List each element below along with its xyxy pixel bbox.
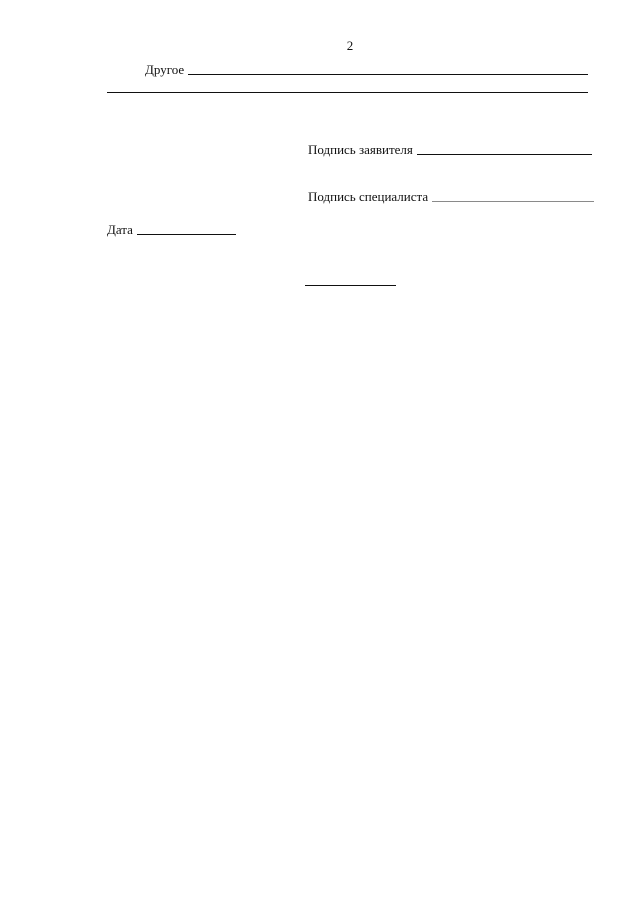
applicant-signature-line <box>417 154 592 155</box>
date-label: Дата <box>107 222 133 237</box>
other-continuation-line <box>107 92 588 93</box>
date-line <box>137 234 236 235</box>
specialist-signature-field <box>308 189 594 205</box>
applicant-signature-label: Подпись заявителя <box>308 142 413 157</box>
specialist-signature-line <box>432 201 594 202</box>
document-end-line <box>305 285 396 286</box>
other-label: Другое <box>145 62 185 77</box>
page-number: 2 <box>346 38 354 53</box>
other-field <box>145 62 588 78</box>
date-field <box>107 222 236 238</box>
applicant-signature-field <box>308 142 592 158</box>
other-input-line <box>188 74 588 75</box>
specialist-signature-label: Подпись специалиста <box>308 189 429 204</box>
